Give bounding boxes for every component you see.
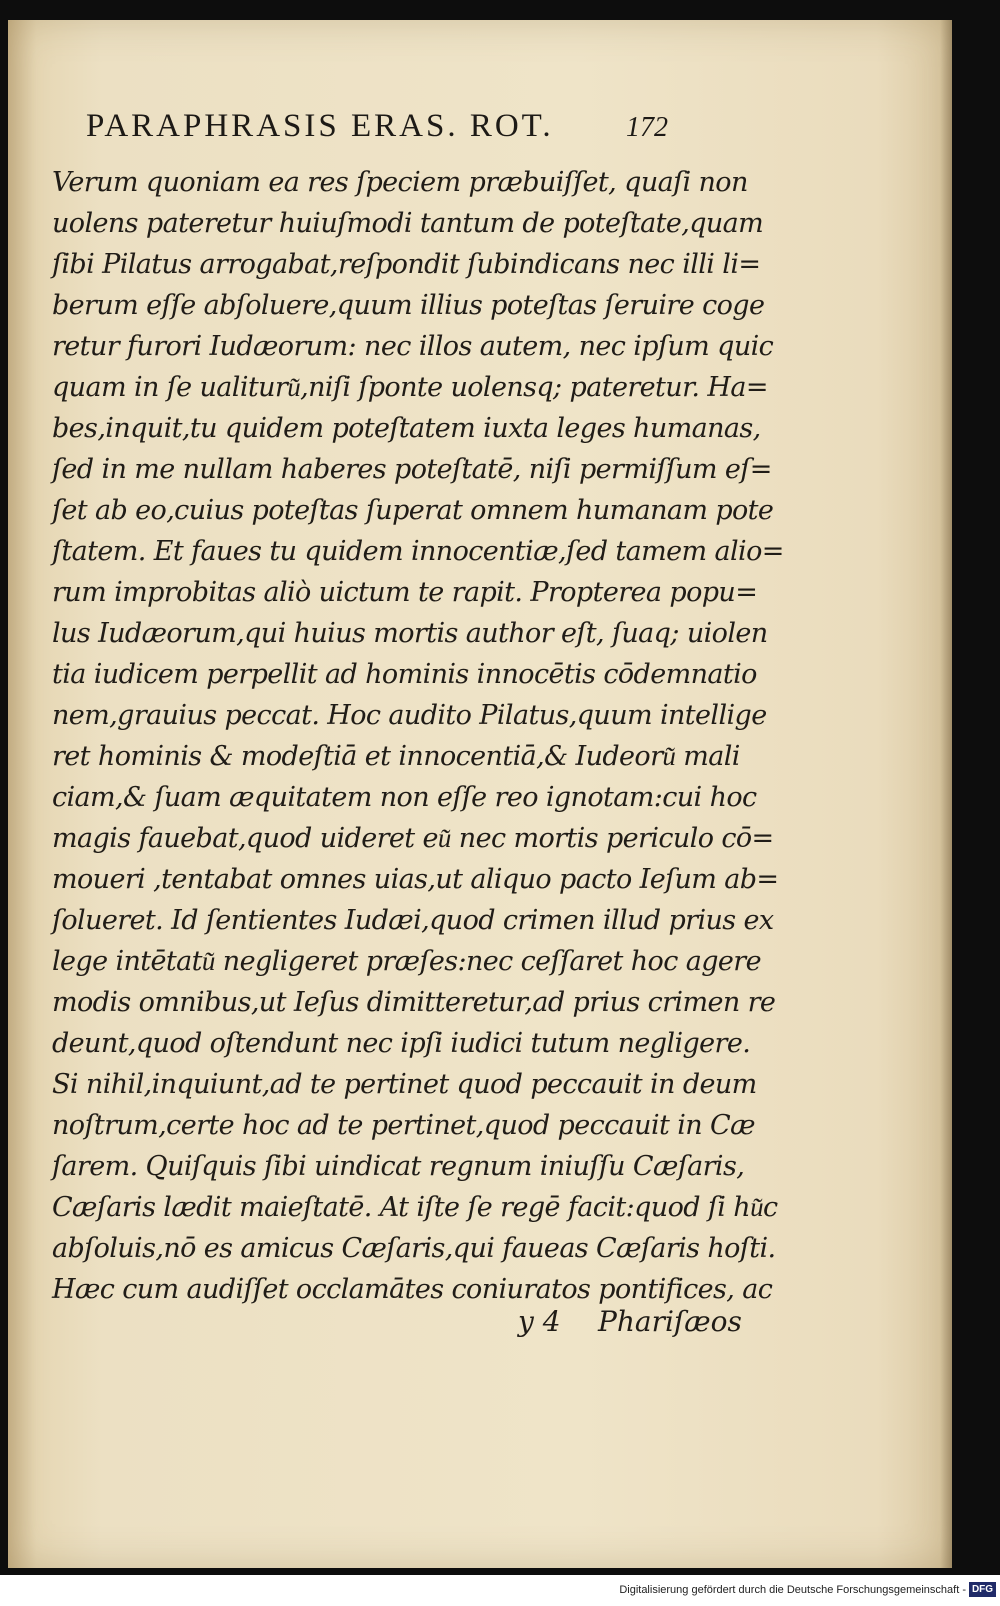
text-line: Si nihil,inquiunt,ad te pertinet quod peccauit in deum xyxy=(52,1069,757,1100)
dfg-logo: DFG xyxy=(969,1582,996,1597)
text-line: bes,inquit,tu quidem poteſtatem iuxta leges humanas, xyxy=(52,413,761,444)
page-footer xyxy=(488,1305,742,1345)
text-line: magis fauebat,quod uideret eu͂ nec mortis periculo cō= xyxy=(52,823,774,854)
text-line: ſet ab eo,cuius poteſtas ſuperat omnem humanam pote xyxy=(52,495,774,526)
text-line: deunt,quod oſtendunt nec ipſi iudici tutum negligere. xyxy=(52,1028,751,1059)
text-line: lus Iudæorum,qui huius mortis author eſt, ſuaq; uiolen xyxy=(52,618,768,649)
text-line: ſarem. Quiſquis ſibi uindicat regnum iniuſſu Cæſaris, xyxy=(52,1151,745,1182)
text-line: moueri ,tentabat omnes uias,ut aliquo pacto Ieſum ab= xyxy=(52,864,779,895)
text-line: ſolueret. Id ſentientes Iudæi,quod crimen illud prius ex xyxy=(52,905,774,936)
book-page xyxy=(8,20,952,1568)
page-number: 172 xyxy=(626,112,668,143)
page-header xyxy=(86,108,726,158)
text-line: Verum quoniam ea res ſpeciem præbuiſſet, quaſi non xyxy=(52,167,748,198)
text-line: lege intētatu͂ negligeret præſes:nec ceſſaret hoc agere xyxy=(52,946,761,977)
text-line: retur furori Iudæorum: nec illos autem, nec ipſum quic xyxy=(52,331,774,362)
text-line: quam in ſe ualituru͂,niſi ſponte uolensq; pateretur. Ha= xyxy=(52,372,768,403)
credit-bar xyxy=(0,1575,1000,1606)
text-line: tia iudicem perpellit ad hominis innocētis cōdemnatio xyxy=(52,659,757,690)
text-line: Hæc cum audiſſet occlamātes coniuratos pontifices, ac xyxy=(52,1274,773,1305)
text-line: ſtatem. Et faues tu quidem innocentiæ,ſed tamem alio= xyxy=(52,536,784,567)
running-title: PARAPHRASIS ERAS. ROT. xyxy=(86,108,554,144)
text-line: ciam,& ſuam æquitatem non eſſe reo ignotam:cui hoc xyxy=(52,782,757,813)
credit-text: Digitalisierung gefördert durch die Deutsche Forschungsgemeinschaft - xyxy=(619,1584,966,1596)
text-line: nem,grauius peccat. Hoc audito Pilatus,quum intellige xyxy=(52,700,767,731)
body-text xyxy=(52,162,784,1310)
text-line: abſoluis,nō es amicus Cæſaris,qui faueas Cæſaris hoſti. xyxy=(52,1233,776,1264)
text-line: modis omnibus,ut Ieſus dimitteretur,ad prius crimen re xyxy=(52,987,776,1018)
text-line: rum improbitas aliò uictum te rapit. Propterea popu= xyxy=(52,577,758,608)
text-line: Cæſaris lædit maieſtatē. At iſte ſe regē facit:quod ſi hu͂c xyxy=(52,1192,778,1223)
text-line: ret hominis & modeſtiā et innocentiā,& Iudeoru͂ mali xyxy=(52,741,740,772)
text-line: uolens pateretur huiuſmodi tantum de poteſtate,quam xyxy=(52,208,764,239)
text-line: ſed in me nullam haberes poteſtatē, niſi permiſſum eſ= xyxy=(52,454,772,485)
catchword: Phariſæos xyxy=(598,1305,742,1338)
text-line: berum eſſe abſoluere,quum illius poteſtas ſeruire coge xyxy=(52,290,765,321)
text-line: ſibi Pilatus arrogabat,reſpondit ſubindicans nec illi li= xyxy=(52,249,761,280)
signature-mark: y 4 xyxy=(518,1305,561,1338)
text-line: noſtrum,certe hoc ad te pertinet,quod peccauit in Cæ xyxy=(52,1110,755,1141)
